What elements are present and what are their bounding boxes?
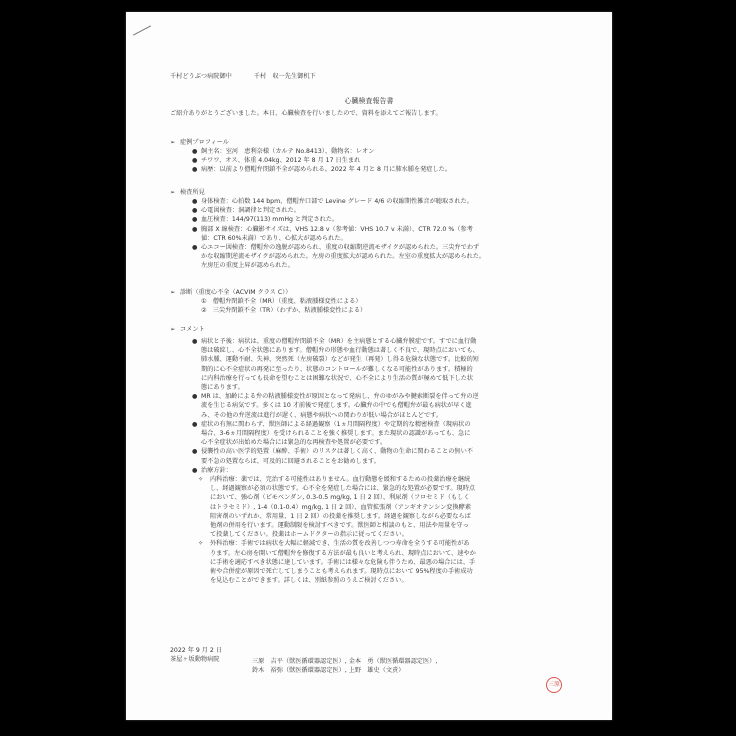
diamond-bullet-icon: ✧ <box>198 476 204 484</box>
bullet-icon: ● <box>192 216 198 224</box>
diagnosis-item: ② 三尖弁閉鎖不全（TR）（わずか、粘液腫様変性による） <box>201 307 367 315</box>
findings-item: ● 血圧検査：144/97(113) mmHg と判定された。 <box>192 216 339 224</box>
staff-list <box>252 657 437 675</box>
bullet-icon: ● <box>192 225 198 233</box>
comment-item: ● 治療方針： <box>192 466 232 474</box>
diamond-bullet-icon: ✧ <box>198 540 204 548</box>
report-title: 心臓検査報告書 <box>344 97 394 105</box>
bullet-icon: ● <box>192 393 198 401</box>
bullet-icon: ● <box>192 148 198 155</box>
comment-heading: ➢ コメント <box>170 326 205 333</box>
bullet-icon: ● <box>192 207 198 215</box>
hanko-seal-icon: 三原 <box>546 677 562 693</box>
bullet-icon: ● <box>192 244 198 252</box>
diagnosis-item: ① 僧帽弁閉鎖不全（MR）（重度、粘液腫様変性による） <box>201 298 362 305</box>
letter-header <box>170 72 336 81</box>
bullet-icon: ● <box>192 448 198 456</box>
comment-item: ● 症状の有無に関わらず、獣医師による経過観察（1ヵ月間隔程度）や定期的な精密検査（現病状の <box>192 420 471 428</box>
bullet-icon: ● <box>192 157 198 165</box>
report-page <box>126 12 612 720</box>
findings-item: ● 胸部 X 線検査：心臓影サイズは、VHS 12.8 v（参考値：VHS 10.7 v 未満）、CTR 72.0 %（参考 <box>192 225 473 233</box>
plan-item: ✧ 外科治療：手術では病状を大幅に軽減でき、生活の質を改善しつつ寿命を全うする可能性があ <box>198 540 470 548</box>
staff-line: 三原 吉平（獣医循環器認定医）, 金本 勇（獣医循環器認定医）, <box>252 658 438 665</box>
profile-item: ● 病歴：以前より僧帽弁閉鎖不全が認められる。2022 年 4 月と 8 月に肺水腫を発症した。 <box>192 166 452 174</box>
bullet-icon: ● <box>192 466 198 474</box>
findings-heading: ➢ 検査所見 <box>170 189 205 196</box>
plan-item: ✧ 内科治療：薬では、完治する可能性はありません。血行動態を緩和するための投薬治療を継続 <box>198 476 471 484</box>
findings-item: ● 身体検査：心拍数 144 bpm、僧帽弁口部で Levine グレード 4/6 の収縮期性雑音が聴取された。 <box>192 198 473 205</box>
comment-item: ● 侵襲性の高い医学的処置（麻酔、手術）のリスクは著しく高く、動物の生命に関わることの無い不 <box>192 448 473 456</box>
arrow-bullet-icon: ➢ <box>170 189 176 196</box>
clinic-name: 茶屋ヶ坂動物病院 <box>170 656 220 664</box>
recipient-doctor: 千村 収一先生御机下 <box>253 73 316 80</box>
intro-text: ご紹介ありがとうございました。本日、心臓検査を行いましたので、資料を添えてご報告します。 <box>170 110 442 117</box>
bullet-icon: ● <box>192 166 198 174</box>
findings-item: ● 心電図検査：洞調律と判定された。 <box>192 207 300 215</box>
profile-item: ● 飼主名：室河 恵利奈様（カルテ No.8413）、動物名：レオン <box>192 148 375 155</box>
report-date: 2022 年 9 月 2 日 <box>170 647 223 654</box>
recipient-hospital: 千村どうぶつ病院御中 <box>170 73 232 80</box>
profile-item: ● チワワ、オス、体重 4.04kg、2012 年 8 月 17 日生まれ <box>192 157 361 165</box>
bullet-icon: ● <box>192 420 198 428</box>
pen-mark <box>133 25 151 35</box>
diagnosis-list <box>192 297 366 315</box>
bullet-icon: ● <box>192 198 198 205</box>
profile-heading: ➢ 症例プロフィール <box>170 139 229 146</box>
findings-item: ● 心エコー図検査：僧帽弁の逸脱が認められ、重度の収縮期逆流モザイクが認められた。三尖弁でわず <box>192 244 480 252</box>
arrow-bullet-icon: ➢ <box>170 289 176 296</box>
comment-item: ● 病状と予後：病状は、重度の僧帽弁閉鎖不全（MR）を主病態とする心臓弁膜症です。すでに血行動 <box>192 338 477 345</box>
comment-list: ● 病状と予後：病状は、重度の僧帽弁閉鎖不全（MR）を主病態とする心臓弁膜症です。すでに血行動 態は破綻し、心不全状態にあります。僧帽弁の形態や血行動態は著しく不良で、現時点においても、 肺水腫、運動不耐、失神、突然死（左房破裂）などが発生（再発）し得る危険な状態です。比較的短 期的に心不全症状の再発に至ったり、状態のコントロールが難しくなる可能性があります。積極的 に内科治療を行っても長命を望むことは困難な状況で、心不全により生活の質が極めて低下した状 態にあります。 ● MR は、加齢による弁の粘液腫様変性が原因となって発病し、弁のゆがみや腱索断裂を伴って弁の逆 流を生じる病気です。多くは 10 才前後で発症します。心臓弁の中でも僧帽弁が最も病状が早く進 み、その他の弁逆流は進行が遅く、病態や病状への関わりが低い場合がほとんどです。 ● 症状の有無に関わらず、獣医師による経過観察（1ヵ月間隔程度）や定期的な精密検査（現病状の 場合、3-6ヵ月間隔程度）を受けられることを強く推奨します。また現状の認識があっても、急に 心不全症状が出始めた場合には緊急的な再検査や処置が必要です。 ● 侵襲性の高い医学的処置（麻酔、手術）のリスクは著しく高く、動物の生命に関わることの無い不 要不急の処置ならば、可及的に回避されることをお勧めします。 ● 治療方針： ✧ 内科治療：薬では、完治する可能性はありません。血行動態を緩和するための投薬治療を継続 し、経過観察が必須の状態です。心不全を発症した場合には、緊急的な処置が必要です。現時点 において、強心剤（ピモベンダン, 0.3-0.5 mg/kg, 1 日 2 回）、利尿剤（フロセミド（もしく はトラセミド）, 1-4（0.1-0.4）mg/kg, 1 日 2 回）、血管拡張剤（アンギオテンシン変換酵素 阻害剤のいずれか、常用量、1 日 2 回）の投薬を推奨します。経過を観察しながら必要ならば 他剤の併用を行います。運動制限を検討すべきです。獣医師と相談のもと、用法や用量を守っ て投薬してください。投薬はホームドクターの指示に従ってください。 ✧ 外科治療：手術では病状を大幅に軽減でき、生活の質を改善しつつ寿命を全うする可能性があ ります。左心房を開いて僧帽弁を修復する方法が最も良いと考えられ、現時点において、速やか に手術を適応すべき状態に達しています。手術には様々な危険も伴うため、最悪の場合には、手 術や合併症が原因で死亡してしまうことも考えられます。現時点において 95%程度の手術成功 を見込むことができます。詳しくは、別紙参照のうえご検討ください。 <box>192 337 600 585</box>
staff-line: 鈴木 裕弥（獣医循環器認定医）, 上野 雄史（文責） <box>252 667 405 675</box>
diagnosis-heading: ➢ 診断（重度心不全（ACVIM クラス C）） <box>170 289 292 296</box>
findings-list: ● 身体検査：心拍数 144 bpm、僧帽弁口部で Levine グレード 4/6 の収縮期性雑音が聴取された。 ● 心電図検査：洞調律と判定された。 ● 血圧検査：144/97(113) mmHg と判定された。 ● 胸部 X 線検査：心臓影サイズは、VHS 12.8 v（参考値：VHS 10.7 v 未満）、CTR 72.0 %（参考 値：CTR 60%未満）であり、心拡大が認められた。 ● 心エコー図検査：僧帽弁の逸脱が認められ、重度の収縮期逆流モザイクが認められた。三尖弁でわず かな収縮期逆流モザイクが認められた。左房の重度拡大が認められた。左室の重度拡大が認められた。 左房圧の重度上昇が認められた。 <box>192 198 486 270</box>
bullet-icon: ● <box>192 338 198 345</box>
arrow-bullet-icon: ➢ <box>170 326 176 333</box>
comment-item: ● MR は、加齢による弁の粘液腫様変性が原因となって発病し、弁のゆがみや腱索断裂を伴って弁の逆 <box>192 393 479 401</box>
report-footer <box>170 646 222 664</box>
arrow-bullet-icon: ➢ <box>170 139 176 146</box>
profile-list <box>192 147 451 175</box>
